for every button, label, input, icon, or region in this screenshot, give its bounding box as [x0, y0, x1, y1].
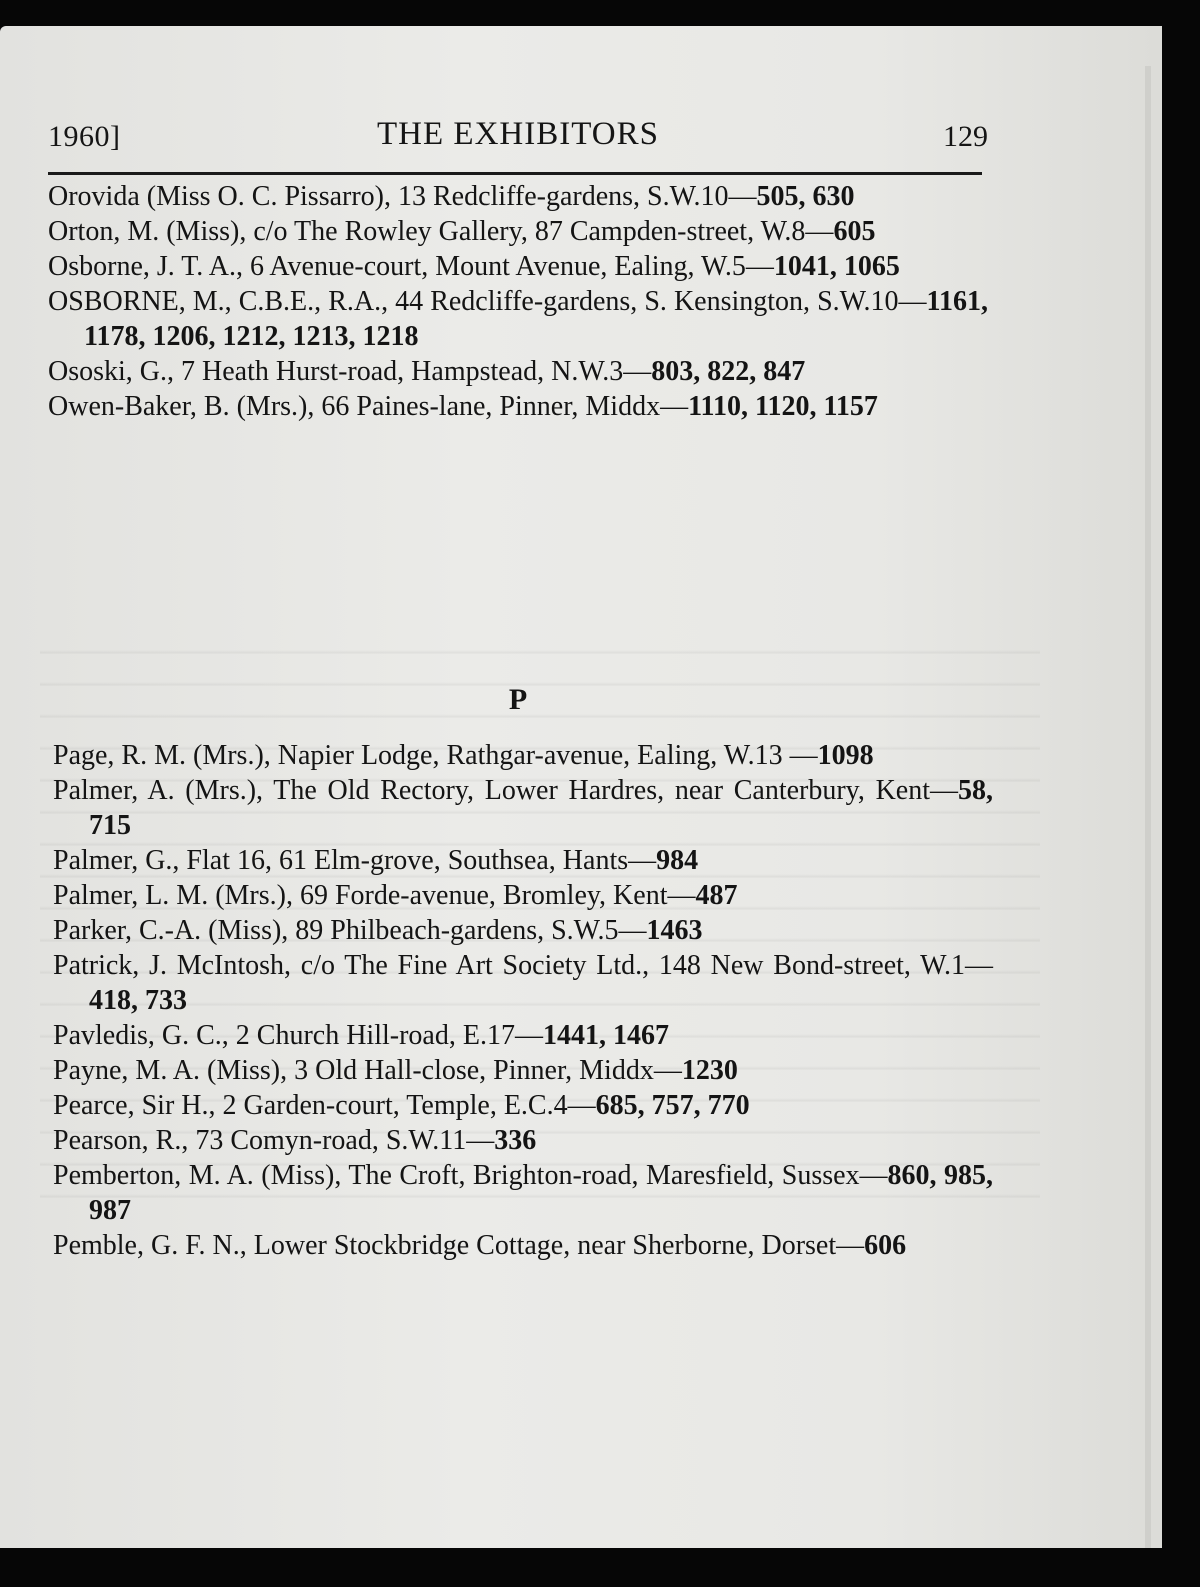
entry-catalogue-numbers: 58, 715 [89, 775, 993, 841]
exhibitor-entry [53, 878, 993, 913]
entry-text: Pearce, Sir H., 2 Garden-court, Temple, E.C.4— [53, 1090, 596, 1121]
exhibitor-entry [53, 773, 993, 843]
exhibitor-entry [53, 843, 993, 878]
page-title: THE EXHIBITORS [377, 116, 659, 152]
exhibitor-entry [53, 1228, 993, 1263]
entry-text: Palmer, A. (Mrs.), The Old Rectory, Lower Hardres, near Canterbury, Kent— [53, 775, 958, 806]
exhibitor-entry [53, 1088, 993, 1123]
exhibitor-entry [48, 249, 988, 284]
exhibitor-entry [53, 1158, 993, 1228]
exhibitor-entry [53, 738, 993, 773]
entry-catalogue-numbers: 984 [656, 845, 699, 876]
exhibitor-entry [53, 1018, 993, 1053]
entry-text: Pemble, G. F. N., Lower Stockbridge Cottage, near Sherborne, Dorset— [53, 1230, 865, 1261]
entry-catalogue-numbers: 505, 630 [756, 181, 855, 212]
entry-catalogue-numbers: 336 [494, 1125, 537, 1156]
page-number: 129 [943, 120, 988, 153]
entry-text: Patrick, J. McIntosh, c/o The Fine Art Society Ltd., 148 New Bond-street, W.1— [53, 950, 993, 981]
entry-text: Pearson, R., 73 Comyn-road, S.W.11— [53, 1125, 495, 1156]
entry-catalogue-numbers: 418, 733 [89, 985, 187, 1016]
entry-text: Palmer, G., Flat 16, 61 Elm-grove, Southsea, Hants— [53, 845, 657, 876]
exhibitor-list-p [53, 738, 993, 1263]
section-letter: P [508, 683, 528, 716]
page-edge [1145, 66, 1151, 1548]
entry-catalogue-numbers: 685, 757, 770 [595, 1090, 750, 1121]
entry-catalogue-numbers: 605 [833, 216, 876, 247]
entry-catalogue-numbers: 1041, 1065 [773, 251, 900, 282]
exhibitor-entry [53, 1123, 993, 1158]
entry-text: Pemberton, M. A. (Miss), The Croft, Brighton-road, Maresfield, Sussex— [53, 1160, 888, 1191]
entry-catalogue-numbers: 803, 822, 847 [651, 356, 806, 387]
entry-text: Pavledis, G. C., 2 Church Hill-road, E.17— [53, 1020, 543, 1051]
entry-catalogue-numbers: 1098 [817, 740, 874, 771]
entry-text: Osborne, J. T. A., 6 Avenue-court, Mount Avenue, Ealing, W.5— [48, 251, 774, 282]
entry-text: Page, R. M. (Mrs.), Napier Lodge, Rathgar-avenue, Ealing, W.13 — [53, 740, 818, 771]
entry-catalogue-numbers: 860, 985, 987 [89, 1160, 994, 1226]
entry-catalogue-numbers: 1441, 1467 [542, 1020, 669, 1051]
exhibitor-entry [53, 948, 993, 1018]
entry-text: OSBORNE, M., C.B.E., R.A., 44 Redcliffe-gardens, S. Kensington, S.W.10— [48, 286, 927, 317]
exhibitor-entry [53, 913, 993, 948]
entry-text: Payne, M. A. (Miss), 3 Old Hall-close, Pinner, Middx— [53, 1055, 682, 1086]
header-year: 1960] [48, 120, 121, 153]
entry-text: Parker, C.-A. (Miss), 89 Philbeach-gardens, S.W.5— [53, 915, 647, 946]
entry-catalogue-numbers: 487 [695, 880, 738, 911]
exhibitor-entry [48, 354, 988, 389]
entry-text: Owen-Baker, B. (Mrs.), 66 Paines-lane, Pinner, Middx— [48, 391, 689, 422]
entry-catalogue-numbers: 1110, 1120, 1157 [688, 391, 878, 422]
entry-text: Palmer, L. M. (Mrs.), 69 Forde-avenue, Bromley, Kent— [53, 880, 696, 911]
entry-catalogue-numbers: 606 [864, 1230, 907, 1261]
exhibitor-entry [48, 389, 988, 424]
exhibitor-entry [48, 214, 988, 249]
exhibitor-entry [48, 179, 988, 214]
entry-catalogue-numbers: 1463 [646, 915, 703, 946]
header-rule [48, 172, 982, 175]
entry-text: Orton, M. (Miss), c/o The Rowley Gallery, 87 Campden-street, W.8— [48, 216, 834, 247]
entry-catalogue-numbers: 1230 [681, 1055, 738, 1086]
entry-text: Ososki, G., 7 Heath Hurst-road, Hampstead, N.W.3— [48, 356, 652, 387]
running-header [48, 114, 988, 158]
exhibitor-list-o [48, 179, 988, 424]
entry-catalogue-numbers: 1161, 1178, 1206, 1212, 1213, 1218 [84, 286, 988, 352]
exhibitor-entry [48, 284, 988, 354]
exhibitor-entry [53, 1053, 993, 1088]
entry-text: Orovida (Miss O. C. Pissarro), 13 Redcliffe-gardens, S.W.10— [48, 181, 757, 212]
